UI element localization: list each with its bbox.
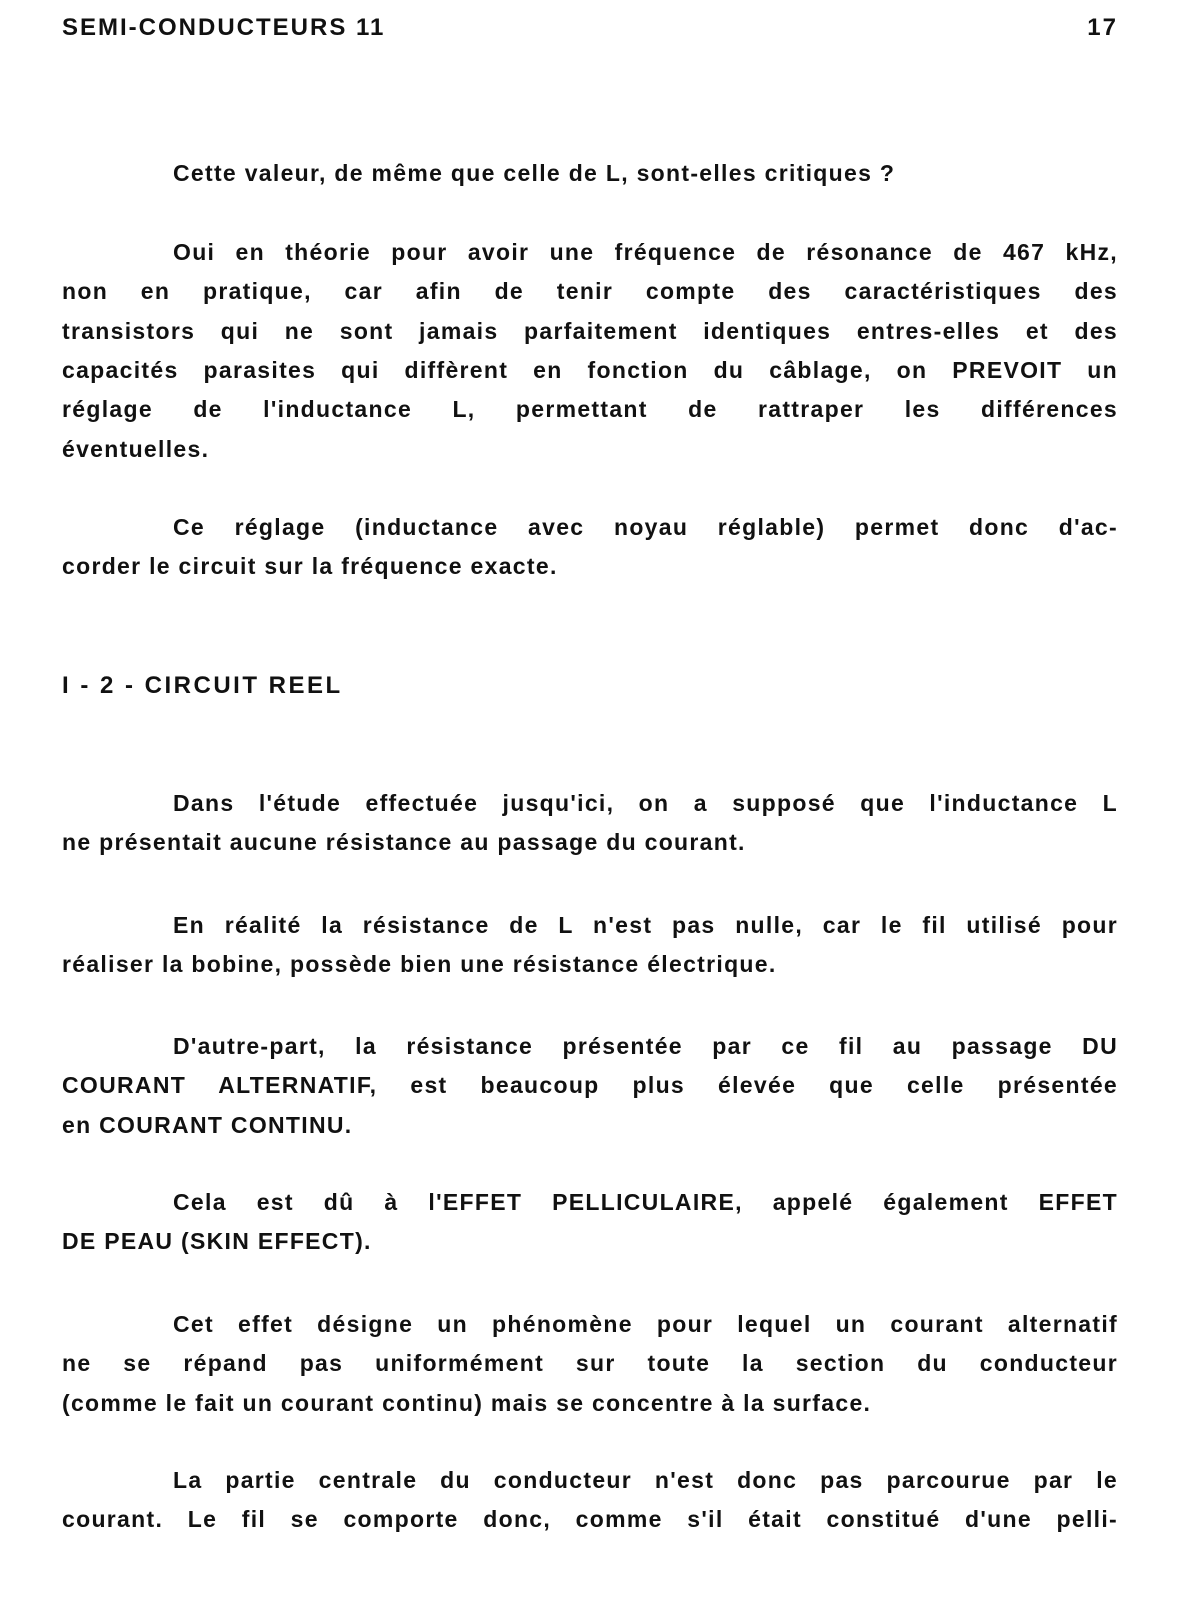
paragraph-line: D'autre-part, la résistance présentée par ce fil au passage DU <box>173 1033 1118 1059</box>
paragraph-line: ne se répand pas uniformément sur toute la section du conducteur <box>62 1350 1118 1377</box>
paragraph-line: transistors qui ne sont jamais parfaitement identiques entres-elles et des <box>62 317 1118 344</box>
paragraph-line: Oui en théorie pour avoir une fréquence de résonance de 467 kHz, <box>173 239 1118 265</box>
paragraph-line: en COURANT CONTINU. <box>62 1111 353 1138</box>
paragraph-line: Cette valeur, de même que celle de L, sont-elles critiques ? <box>173 160 896 186</box>
page-number: 17 <box>1087 14 1118 41</box>
paragraph-line: COURANT ALTERNATIF, est beaucoup plus élevée que celle présentée <box>62 1072 1118 1099</box>
paragraph-line: Ce réglage (inductance avec noyau réglable) permet donc d'ac- <box>173 514 1118 540</box>
paragraph-line: Cela est dû à l'EFFET PELLICULAIRE, appelé également EFFET <box>173 1189 1118 1215</box>
paragraph-line: corder le circuit sur la fréquence exacte. <box>62 553 558 580</box>
paragraph-line: ne présentait aucune résistance au passage du courant. <box>62 829 746 856</box>
paragraph-line: (comme le fait un courant continu) mais se concentre à la surface. <box>62 1389 872 1416</box>
paragraph-line: courant. Le fil se comporte donc, comme s'il était constitué d'une pelli- <box>62 1506 1118 1533</box>
paragraph-line: éventuelles. <box>62 435 210 462</box>
running-title: SEMI-CONDUCTEURS 11 <box>62 14 386 41</box>
paragraph-line: capacités parasites qui diffèrent en fonction du câblage, on PREVOIT un <box>62 356 1118 383</box>
paragraph-line: non en pratique, car afin de tenir compte des caractéristiques des <box>62 278 1118 305</box>
paragraph-line: Cet effet désigne un phénomène pour lequel un courant alternatif <box>173 1311 1118 1337</box>
paragraph-line: La partie centrale du conducteur n'est donc pas parcourue par le <box>173 1467 1118 1493</box>
paragraph-line: En réalité la résistance de L n'est pas nulle, car le fil utilisé pour <box>173 912 1118 938</box>
paragraph-line: réaliser la bobine, possède bien une résistance électrique. <box>62 951 777 978</box>
paragraph-line: Dans l'étude effectuée jusqu'ici, on a supposé que l'inductance L <box>173 790 1118 816</box>
paragraph-line: DE PEAU (SKIN EFFECT). <box>62 1228 372 1255</box>
section-heading: I - 2 - CIRCUIT REEL <box>62 672 343 699</box>
paragraph-line: réglage de l'inductance L, permettant de rattraper les différences <box>62 396 1118 423</box>
